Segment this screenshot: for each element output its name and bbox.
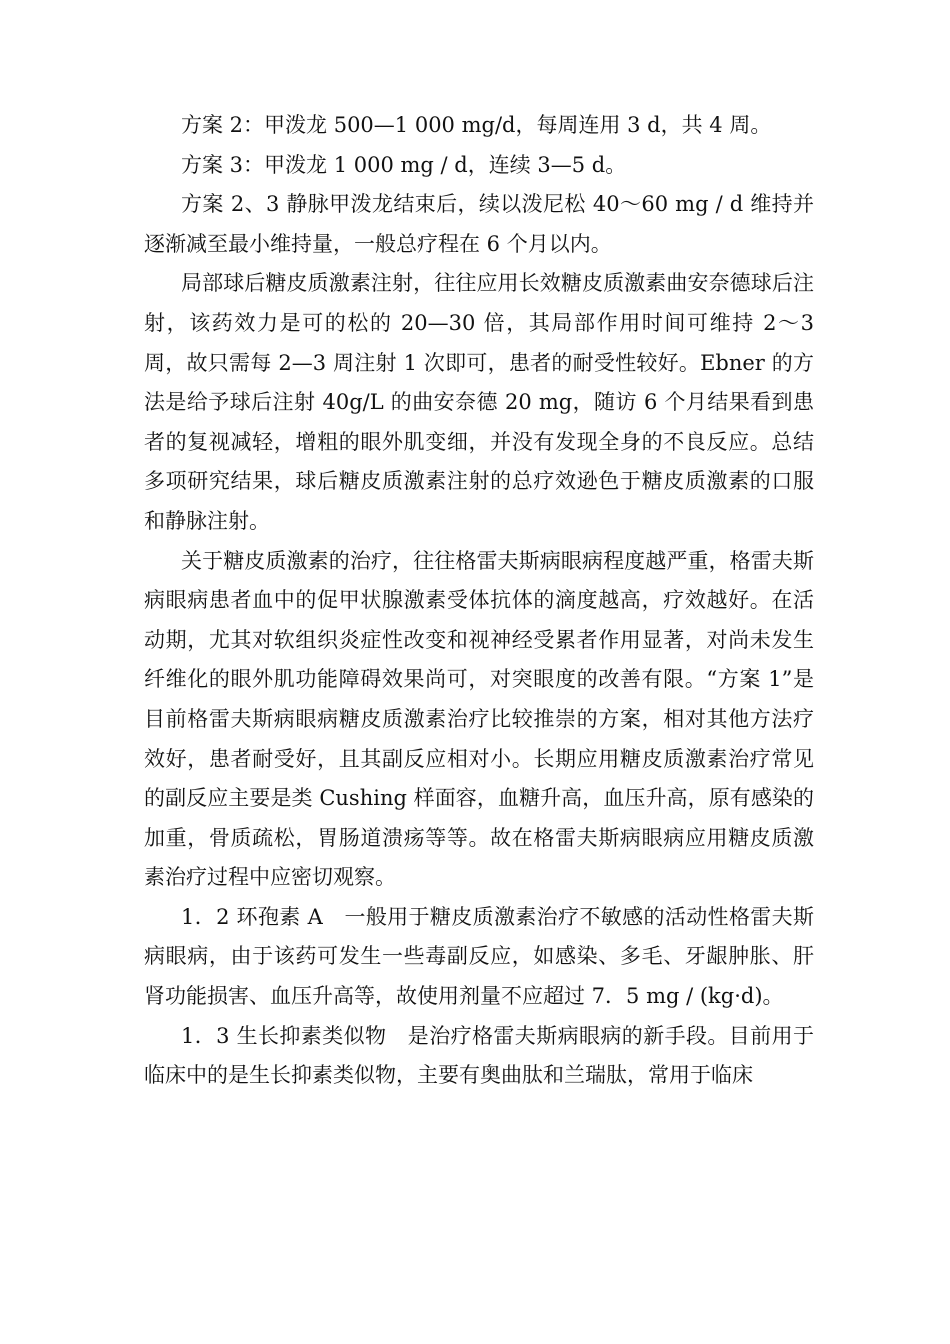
document-page [144,106,814,1096]
paragraph-regimen-3: 方案 3：甲泼龙 1 000 mg / d，连续 3—5 d。 [181,152,627,177]
paragraph-glucocorticoid-discussion: 关于糖皮质激素的治疗，往往格雷夫斯病眼病程度越严重，格雷夫斯病眼病患者血中的促甲状腺激素受体抗体的滴度越高，疗效越好。在活动期，尤其对软组织炎症性改变和视神经受累者作用显著，对尚未发生纤维化的眼外肌功能障碍效果尚可，对突眼度的改善有限。“方案 1”是目前格雷夫斯病眼病糖皮质激素治疗比较推崇的方案，相对其他方法疗效好，患者耐受好，且其副反应相对小。长期应用糖皮质激素治疗常见的副反应主要是类 Cushing 样面容，血糖升高，血压升高，原有感染的加重，骨质疏松，胃肠道溃疡等等。故在格雷夫斯病眼病应用糖皮质激素治疗过程中应密切观察。 [144,548,814,890]
paragraph-regimen-2: 方案 2：甲泼龙 500—1 000 mg/d，每周连用 3 d，共 4 周。 [181,113,772,137]
paragraph-retrobulbar-injection: 局部球后糖皮质激素注射，往往应用长效糖皮质激素曲安奈德球后注射，该药效力是可的松的 20—30 倍，其局部作用时间可维持 2～3 周，故只需每 2—3 周注射 1 次即可，患者的耐受性较好。Ebner 的方法是给予球后注射 40g/L 的曲安奈德 20 mg，随访 6 个月结果看到患者的复视减轻，增粗的眼外肌变细，并没有发现全身的不良反应。总结多项研究结果，球后糖皮质激素注射的总疗效逊色于糖皮质激素的口服和静脉注射。 [144,271,814,533]
paragraph-cyclosporine: 1．2 环孢素 A 一般用于糖皮质激素治疗不敏感的活动性格雷夫斯病眼病，由于该药可发生一些毒副反应，如感染、多毛、牙龈肿胀、肝肾功能损害、血压升高等，故使用剂量不应超过 7．5 mg / (kg·d)。 [144,904,814,1009]
paragraph-maintenance: 方案 2、3 静脉甲泼龙结束后，续以泼尼松 40～60 mg / d 维持并逐渐减至最小维持量，一般总疗程在 6 个月以内。 [144,192,814,256]
paragraph-somatostatin: 1．3 生长抑素类似物 是治疗格雷夫斯病眼病的新手段。目前用于临床中的是生长抑素类似物，主要有奥曲肽和兰瑞肽，常用于临床 [144,1023,814,1088]
